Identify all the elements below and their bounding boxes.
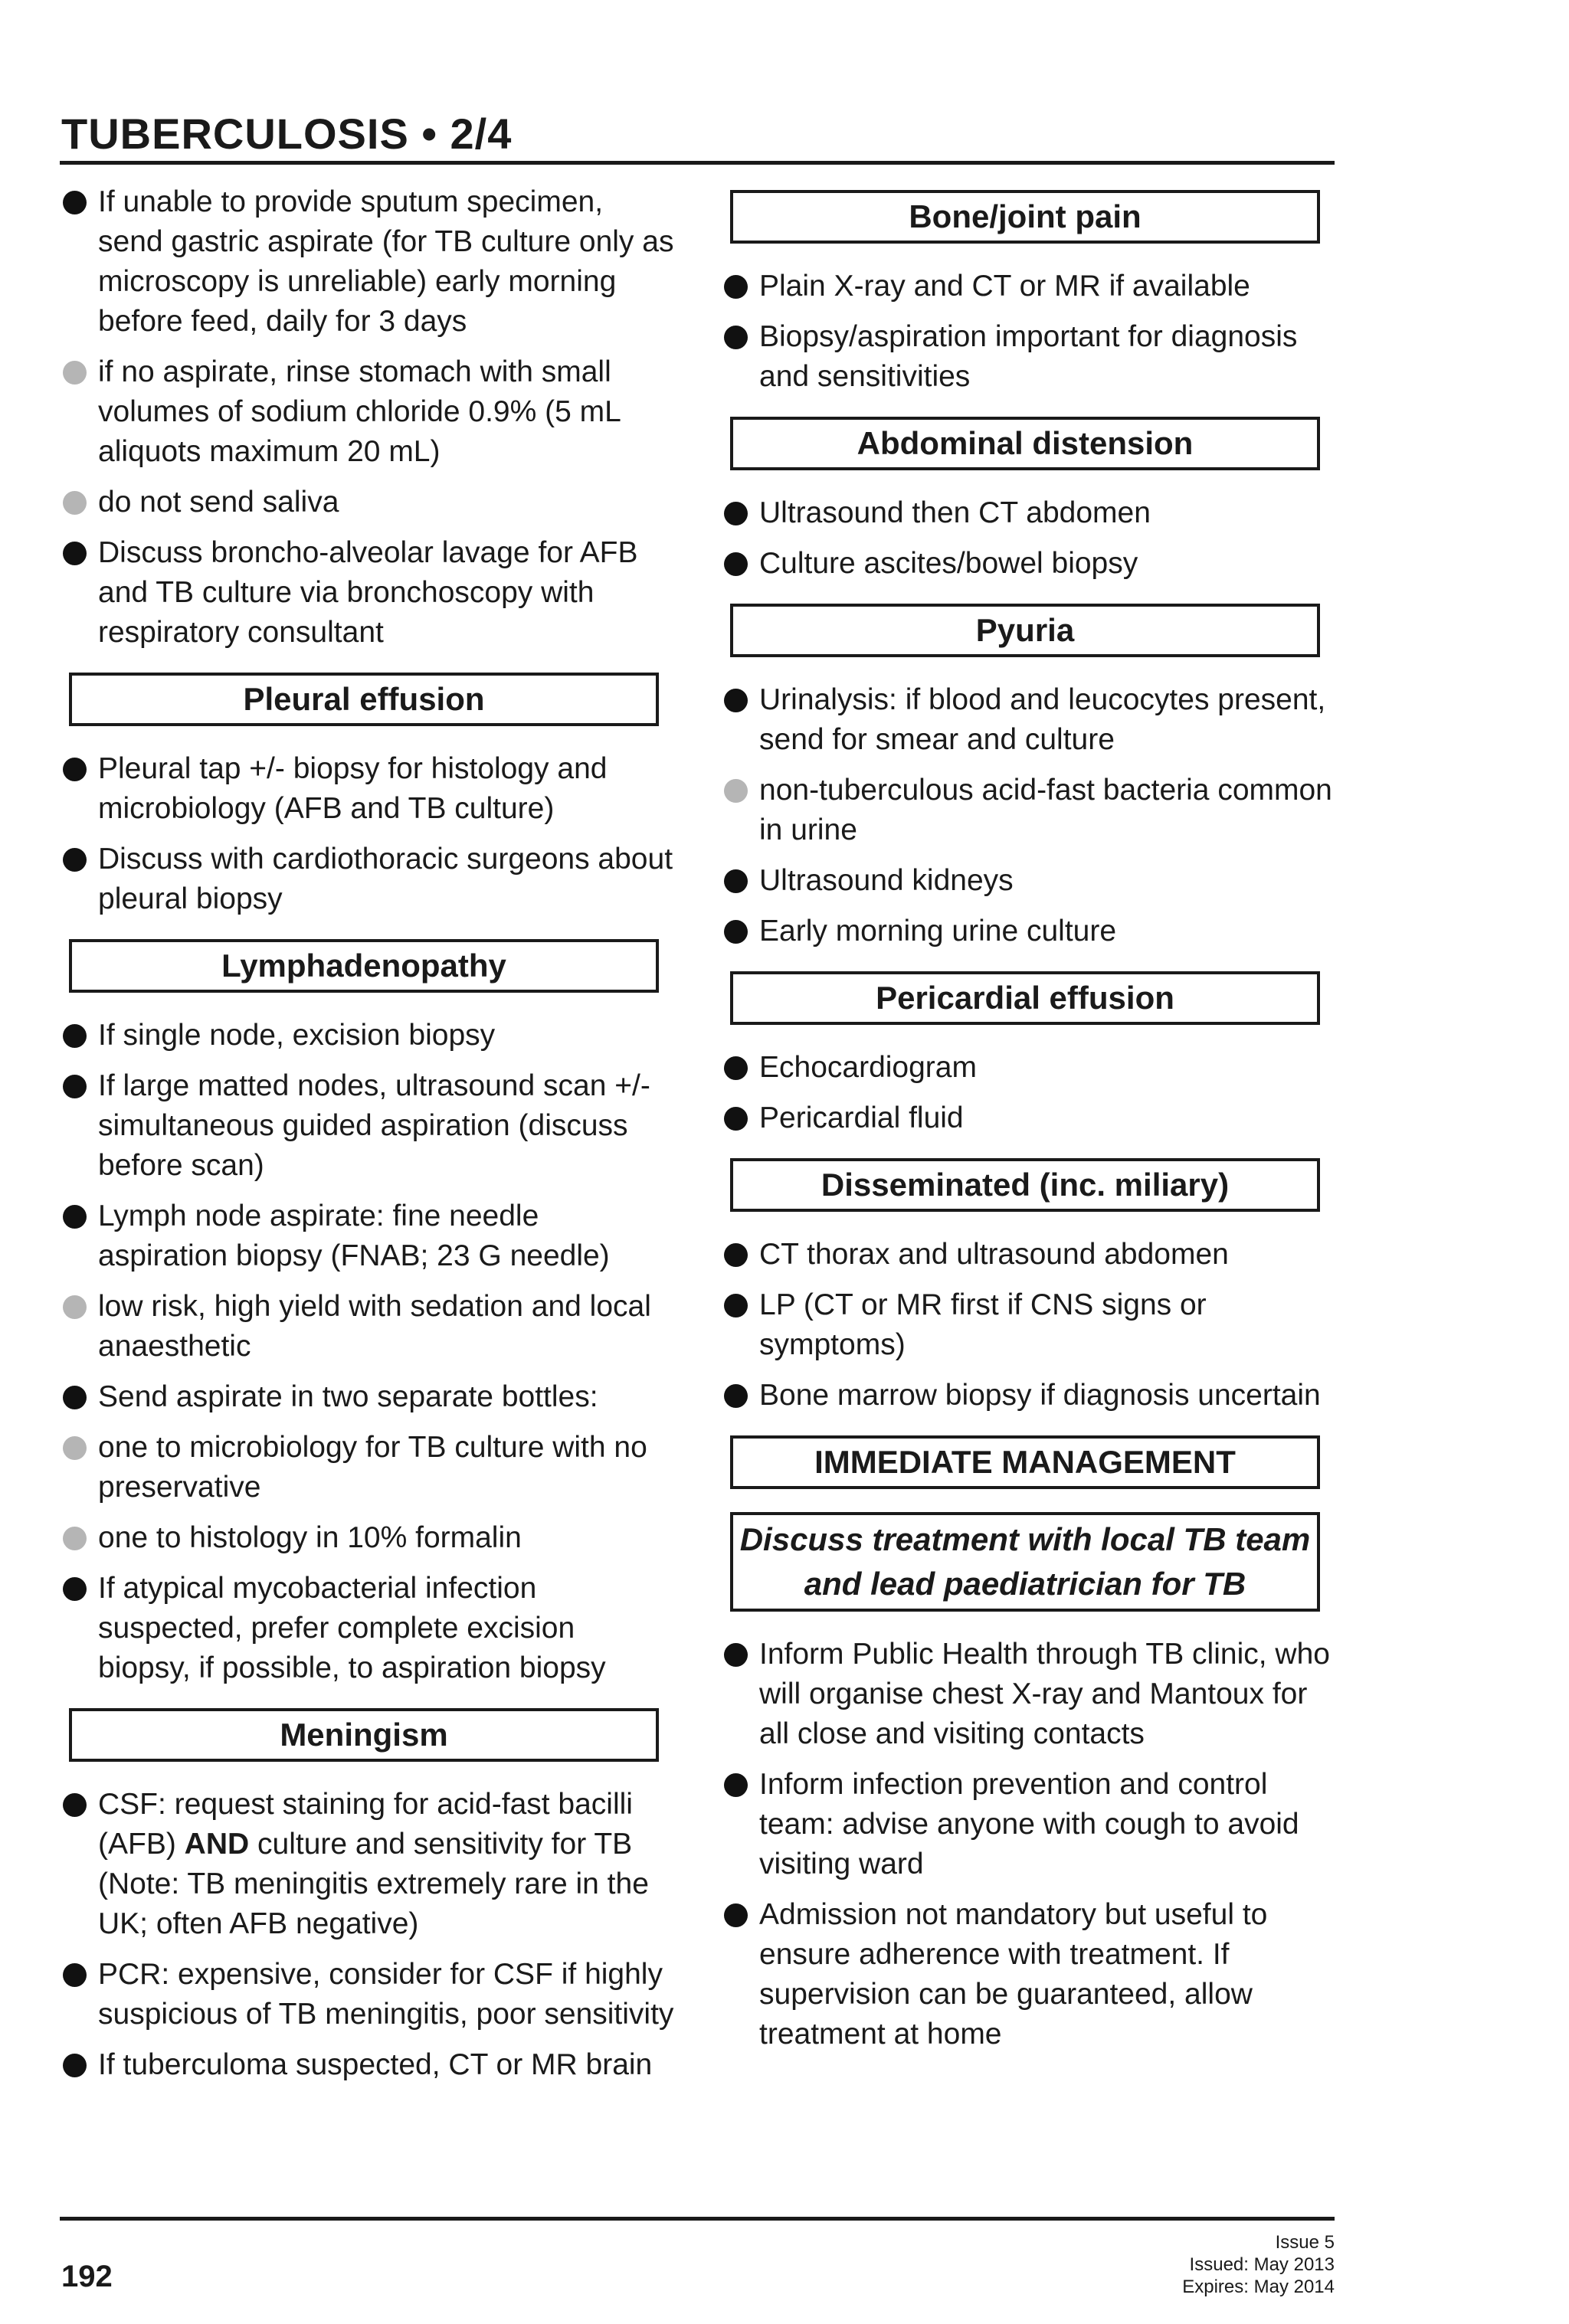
list-item <box>61 352 674 472</box>
issued-date: Issued: May 2013 <box>1189 2254 1335 2275</box>
bullet-icon <box>724 1773 748 1797</box>
bullet-icon <box>724 326 748 349</box>
bullet-icon <box>724 1243 748 1267</box>
expires-date: Expires: May 2014 <box>1182 2277 1335 2297</box>
list-item <box>61 1569 674 1688</box>
grey-sub-bullet-icon <box>63 1295 87 1319</box>
bullet-icon <box>724 1107 748 1131</box>
bullet-icon <box>724 689 748 712</box>
list-item-text: if no aspirate, rinse stomach with small volumes of sodium chloride 0.9% (5 mL aliquots maximum 20 mL) <box>98 355 621 468</box>
list-item <box>722 317 1335 397</box>
list-item <box>61 1287 674 1367</box>
bullet-icon <box>63 848 87 872</box>
lymphadenopathy-list <box>61 1016 674 1688</box>
bullet-icon <box>724 1294 748 1317</box>
list-item <box>722 1376 1335 1416</box>
list-item <box>722 912 1335 951</box>
bullet-icon <box>63 2054 87 2077</box>
bullet-icon <box>724 1384 748 1408</box>
list-item <box>722 544 1335 584</box>
grey-sub-bullet-icon <box>63 491 87 515</box>
bullet-icon <box>724 1643 748 1667</box>
list-item <box>722 493 1335 533</box>
list-item <box>61 1196 674 1276</box>
meningism-list <box>61 1955 674 2085</box>
csf-text-part: CSF: request staining for acid-fast bacilli (AFB) <box>98 1788 633 1861</box>
list-item <box>722 861 1335 901</box>
list-item <box>61 840 674 919</box>
list-item-text: If atypical mycobacterial infection suspected, prefer complete excision biopsy, if possible, to aspiration biopsy <box>98 1572 606 1684</box>
section-heading-bone-joint-pain: Bone/joint pain <box>730 190 1320 244</box>
list-item <box>61 2045 674 2085</box>
list-item-text: CT thorax and ultrasound abdomen <box>759 1238 1229 1271</box>
bullet-icon <box>63 542 87 565</box>
list-item-text: Send aspirate in two separate bottles: <box>98 1380 598 1413</box>
list-item-text: Inform Public Health through TB clinic, who will organise chest X-ray and Mantoux for all close and visiting contacts <box>759 1638 1330 1750</box>
csf-text-part: culture and sensitivity for TB (Note: TB meningitis extremely rare in the UK; often AFB negative) <box>98 1828 649 1940</box>
list-item <box>722 1098 1335 1138</box>
grey-sub-bullet-icon <box>724 779 748 803</box>
grey-sub-bullet-icon <box>63 1527 87 1550</box>
bullet-icon <box>724 1903 748 1927</box>
bullet-icon <box>63 1205 87 1229</box>
list-item <box>722 1765 1335 1884</box>
list-item <box>61 1428 674 1507</box>
list-item-text: Lymph node aspirate: fine needle aspiration biopsy (FNAB; 23 G needle) <box>98 1200 610 1272</box>
list-item-text: Bone marrow biopsy if diagnosis uncertain <box>759 1379 1321 1412</box>
grey-sub-bullet-icon <box>63 1436 87 1460</box>
list-item <box>61 483 674 522</box>
list-item-text: If large matted nodes, ultrasound scan +/- simultaneous guided aspiration (discuss before scan) <box>98 1069 650 1182</box>
header-rule <box>60 161 1335 165</box>
left-column <box>61 182 674 2096</box>
list-item-text: Inform infection prevention and control team: advise anyone with cough to avoid visiting ward <box>759 1768 1299 1880</box>
section-heading-immediate-management: IMMEDIATE MANAGEMENT <box>730 1435 1320 1489</box>
issue-number: Issue 5 <box>1275 2232 1335 2253</box>
intro-list <box>61 182 674 653</box>
list-item-text: LP (CT or MR first if CNS signs or symptoms) <box>759 1288 1207 1361</box>
bullet-icon <box>63 1075 87 1098</box>
list-item <box>61 1377 674 1417</box>
section-heading-lymphadenopathy: Lymphadenopathy <box>69 939 659 993</box>
page-title: TUBERCULOSIS • 2/4 <box>61 110 513 158</box>
immediate-management-list <box>722 1635 1335 2054</box>
pericardial-effusion-list <box>722 1048 1335 1138</box>
section-heading-pleural-effusion: Pleural effusion <box>69 673 659 726</box>
section-heading-pericardial-effusion: Pericardial effusion <box>730 971 1320 1025</box>
list-item-text: Pericardial fluid <box>759 1101 964 1134</box>
bullet-icon <box>63 191 87 214</box>
list-item-text: one to histology in 10% formalin <box>98 1521 522 1554</box>
bullet-icon <box>63 1793 87 1817</box>
list-item <box>722 1285 1335 1365</box>
list-item <box>61 1016 674 1056</box>
pleural-effusion-list <box>61 749 674 919</box>
footer-rule <box>60 2217 1335 2221</box>
list-item <box>722 771 1335 850</box>
list-item <box>722 267 1335 306</box>
list-item-text: Ultrasound kidneys <box>759 864 1014 897</box>
treatment-note-box: Discuss treatment with local TB team and lead paediatrician for TB <box>730 1512 1320 1612</box>
list-item-text: Echocardiogram <box>759 1051 977 1084</box>
list-item-text: low risk, high yield with sedation and local anaesthetic <box>98 1290 651 1363</box>
list-item-text: If single node, excision biopsy <box>98 1019 496 1052</box>
bullet-icon <box>724 275 748 299</box>
list-item-text: Urinalysis: if blood and leucocytes present, send for smear and culture <box>759 683 1326 756</box>
bullet-icon <box>724 920 748 944</box>
list-item <box>61 1518 674 1558</box>
list-item-text: Pleural tap +/- biopsy for histology and microbiology (AFB and TB culture) <box>98 752 608 825</box>
bullet-icon <box>63 1577 87 1601</box>
list-item <box>722 1895 1335 2054</box>
bullet-icon <box>63 758 87 781</box>
list-item <box>61 749 674 829</box>
list-item-text: Ultrasound then CT abdomen <box>759 496 1151 529</box>
bullet-icon <box>724 502 748 525</box>
list-item-text: Early morning urine culture <box>759 915 1117 948</box>
bullet-icon <box>724 869 748 893</box>
section-heading-pyuria: Pyuria <box>730 604 1320 657</box>
list-item-text: one to microbiology for TB culture with no preservative <box>98 1431 647 1504</box>
issue-info <box>1182 2231 1335 2298</box>
list-item-text: Discuss with cardiothoracic surgeons about pleural biopsy <box>98 843 673 915</box>
list-item <box>61 533 674 653</box>
section-heading-disseminated: Disseminated (inc. miliary) <box>730 1158 1320 1212</box>
disseminated-list <box>722 1235 1335 1416</box>
list-item-text: PCR: expensive, consider for CSF if highly suspicious of TB meningitis, poor sensitivity <box>98 1958 674 2031</box>
bullet-icon <box>63 1963 87 1987</box>
list-item-text: Biopsy/aspiration important for diagnosis and sensitivities <box>759 320 1298 393</box>
bullet-icon <box>724 552 748 576</box>
bullet-icon <box>63 1024 87 1048</box>
abdominal-distension-list <box>722 493 1335 584</box>
list-item <box>61 1955 674 2034</box>
list-item-text: do not send saliva <box>98 486 339 519</box>
list-item <box>722 1048 1335 1088</box>
list-item <box>61 1066 674 1186</box>
list-item <box>722 680 1335 760</box>
list-item-text: If unable to provide sputum specimen, send gastric aspirate (for TB culture only as microscopy is unreliable) early morning before feed, daily for 3 days <box>98 185 674 338</box>
list-item-text: If tuberculoma suspected, CT or MR brain <box>98 2048 653 2081</box>
list-item <box>722 1235 1335 1275</box>
page-number: 192 <box>61 2260 113 2293</box>
grey-sub-bullet-icon <box>63 361 87 385</box>
list-item-text: Discuss broncho-alveolar lavage for AFB and TB culture via bronchoscopy with respiratory consultant <box>98 536 638 649</box>
bullet-icon <box>63 1386 87 1409</box>
list-item <box>61 182 674 342</box>
list-item <box>722 1635 1335 1754</box>
right-column <box>722 182 1335 2065</box>
list-item-text: Admission not mandatory but useful to ensure adherence with treatment. If supervision can be guaranteed, allow treatment at home <box>759 1898 1268 2051</box>
section-heading-abdominal-distension: Abdominal distension <box>730 417 1320 470</box>
list-item-text: Plain X-ray and CT or MR if available <box>759 270 1250 303</box>
bullet-icon <box>724 1056 748 1080</box>
list-item-text: Culture ascites/bowel biopsy <box>759 547 1138 580</box>
csf-emphasis: AND <box>184 1828 250 1861</box>
section-heading-meningism: Meningism <box>69 1708 659 1762</box>
list-item <box>61 1785 674 1944</box>
pyuria-list <box>722 680 1335 951</box>
list-item-text: non-tuberculous acid-fast bacteria common in urine <box>759 774 1332 846</box>
bone-joint-pain-list <box>722 267 1335 397</box>
